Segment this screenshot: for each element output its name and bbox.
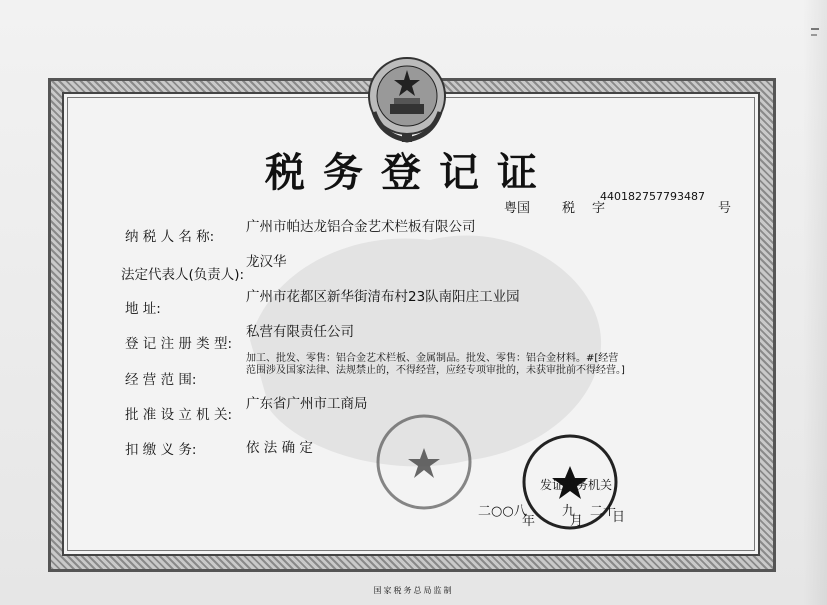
issue-day-char: 日 xyxy=(612,510,626,525)
tax-id-number: 440182757793487 xyxy=(600,190,705,203)
field-label-taxpayer-name: 纳 税 人 名 称: xyxy=(125,229,215,245)
field-value-withholding: 依 法 确 定 xyxy=(246,440,313,456)
field-label-reg-type: 登 记 注 册 类 型: xyxy=(125,336,233,352)
issue-year-char: 年 xyxy=(522,514,536,529)
field-value-reg-type: 私营有限责任公司 xyxy=(246,324,354,340)
footer-supervisor: 国家税务总局监制 xyxy=(373,586,454,595)
field-value-taxpayer-name: 广州市帕达龙铝合金艺术栏板有限公司 xyxy=(246,219,476,235)
certificate-title: 税务登记证 xyxy=(265,149,555,196)
field-label-approval-authority: 批 准 设 立 机 关: xyxy=(125,407,233,423)
issue-day: 二十 xyxy=(590,504,617,519)
field-value-approval-authority: 广东省广州市工商局 xyxy=(246,396,368,412)
tax-id-middle: 税 xyxy=(562,201,576,216)
field-label-business-scope: 经 营 范 围: xyxy=(125,372,197,388)
field-value-business-scope: 加工、批发、零售：铝合金艺术栏板、金属制品。批发、零售：铝合金材料。#[经营范围涉及国家法律、法规禁止的，不得经营，应经专项审批的，未获审批前不得经营。] xyxy=(246,353,625,376)
field-label-withholding: 扣 缴 义 务: xyxy=(125,442,197,458)
issue-month-char: 月 xyxy=(570,514,584,529)
issue-date xyxy=(478,500,658,529)
tax-id-prefix: 粤国 xyxy=(504,201,531,216)
issuing-authority: 发证税务机关 xyxy=(540,478,613,492)
field-label-legal-rep: 法定代表人(负责人): xyxy=(121,267,245,283)
issue-month: 九 xyxy=(562,504,576,519)
company-seal-icon xyxy=(374,412,474,512)
field-value-legal-rep: 龙汉华 xyxy=(246,254,287,270)
scan-shadow xyxy=(803,0,827,605)
tax-id-suffix: 号 xyxy=(718,201,732,216)
field-value-address: 广州市花都区新华街清布村23队南阳庄工业园 xyxy=(246,289,520,305)
corner-scan-mark xyxy=(809,26,821,42)
tax-id-row xyxy=(504,190,764,219)
field-label-address: 地 址: xyxy=(125,301,161,317)
tax-id-char: 字 xyxy=(592,201,606,216)
issue-year: 二○○八 xyxy=(478,504,527,519)
national-emblem-icon xyxy=(362,52,452,144)
